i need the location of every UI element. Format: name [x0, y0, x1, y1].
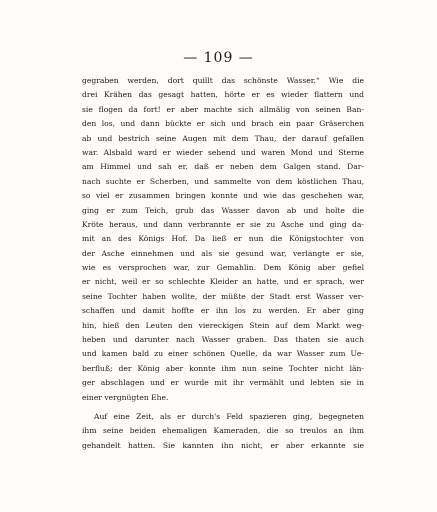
text-line: Kröte heraus, und dann verbrannte er sie zu Asche und ging da- — [82, 219, 364, 229]
text-line: berfluß; der König aber konnte ihm nun seine Tochter nicht län- — [82, 363, 364, 373]
text-line: schaffen und damit hoffte er ihn los zu werden. Er aber ging — [82, 306, 364, 316]
text-line: wie es versprochen war, zur Gemahlin. Dem König aber gefiel — [82, 263, 364, 273]
text-line: am Himmel und sah er, daß er neben dem Galgen stand. Dar- — [82, 162, 364, 172]
text-line: gehandelt hatten. Sie kannten ihn nicht, er aber erkannte sie — [82, 440, 364, 450]
text-line: drei Krähen das gesagt hatten, hörte er es wieder flattern und — [82, 90, 364, 100]
body-text — [82, 74, 364, 453]
text-line: Auf eine Zeit, als er durch's Feld spazieren ging, begegneten — [94, 411, 364, 421]
text-line: er nicht, weil er so schlechte Kleider an hatte, und er sprach, wer — [82, 277, 364, 287]
paragraph-2 — [82, 410, 364, 453]
text-line: ihm seine beiden ehemaligen Kameraden, die so treulos an ihm — [82, 426, 364, 436]
text-line: mit an des Königs Hof. Da ließ er nun die Königstochter von — [82, 234, 364, 244]
text-line: sie flogen da fort! er aber machte sich allmälig von seinen Ban- — [82, 104, 364, 114]
paragraph-1 — [82, 74, 364, 405]
text-line: seine Tochter haben wollte, der müßte der Stadt erst Wasser ver- — [82, 291, 364, 301]
text-line: ger abschlagen und er wurde mit ihr vermählt und lebten sie in — [82, 378, 364, 388]
text-line: ging er zum Teich, grub das Wasser davon ab und holte die — [82, 205, 364, 215]
page-number: — 109 — — [183, 50, 254, 66]
text-line: den los, und dann bückte er sich und brach ein paar Gräserchen — [82, 119, 364, 129]
text-line: gegraben werden, dort quillt das schönste Wasser.“ Wie die — [82, 76, 364, 85]
text-line: ab und bestrich seine Augen mit dem Thau, der darauf gefallen — [82, 133, 364, 143]
text-line: nach suchte er Scherben, und sammelte von dem köstlichen Thau, — [82, 176, 364, 186]
text-line: einer vergnügten Ehe. — [82, 392, 169, 402]
text-line: und kamen bald zu einer schönen Quelle, da war Wasser zum Ue- — [82, 349, 364, 359]
text-line: heben und darunter nach Wasser graben. Das thaten sie auch — [82, 335, 364, 345]
text-line: hin, hieß den Leuten den viereckigen Stein auf dem Markt weg- — [82, 320, 364, 330]
text-line: war. Alsbald ward er wieder sehend und waren Mond und Sterne — [82, 147, 364, 157]
text-line: so viel er zusammen bringen konnte und wie das geschehen war, — [82, 191, 364, 201]
text-line: der Asche einnehmen und als sie gesund war, verlangte er sie, — [82, 248, 364, 258]
